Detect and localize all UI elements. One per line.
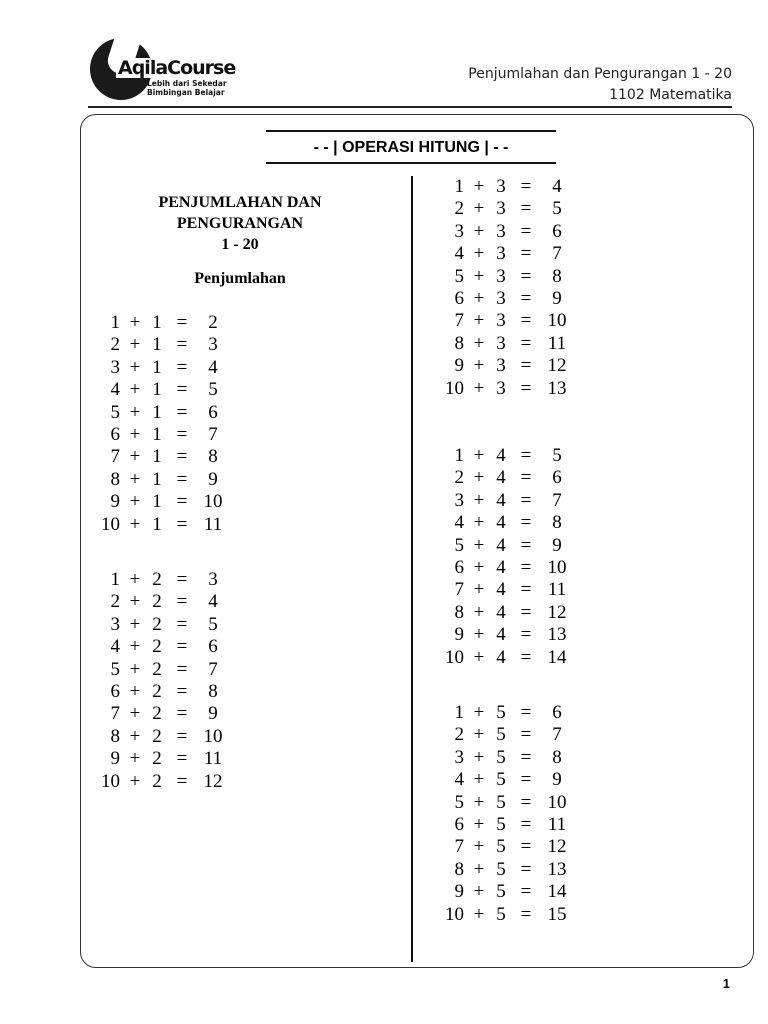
operand-a: 8 <box>110 725 120 747</box>
equals-sign: = <box>520 556 532 578</box>
operand-b: 2 <box>152 703 162 725</box>
operand-a: 3 <box>454 489 464 511</box>
page-number: 1 <box>722 976 730 991</box>
plus-sign: + <box>129 748 141 770</box>
operand-a: 3 <box>454 220 464 242</box>
operand-b: 5 <box>496 813 506 835</box>
equals-sign: = <box>520 265 532 287</box>
result: 9 <box>552 287 562 309</box>
plus-sign: + <box>473 556 485 578</box>
operand-a: 6 <box>110 423 120 445</box>
equals-sign: = <box>520 287 532 309</box>
plus-sign: + <box>473 702 485 723</box>
result: 9 <box>208 703 218 725</box>
operand-b: 5 <box>496 769 506 791</box>
equals-sign: = <box>520 791 532 813</box>
operand-a: 1 <box>110 569 120 590</box>
operand-b: 5 <box>496 881 506 903</box>
plus-sign: + <box>129 658 141 680</box>
plus-sign: + <box>129 591 141 613</box>
result: 11 <box>203 748 223 770</box>
operand-b: 3 <box>496 243 506 265</box>
equals-sign: = <box>520 903 532 925</box>
result: 15 <box>547 903 567 925</box>
operand-a: 9 <box>454 881 464 903</box>
operand-a: 2 <box>454 724 464 746</box>
result: 5 <box>208 613 218 635</box>
result: 12 <box>547 836 567 858</box>
operand-a: 4 <box>454 769 464 791</box>
result: 14 <box>547 881 567 903</box>
equals-sign: = <box>176 569 188 590</box>
plus-sign: + <box>473 579 485 601</box>
result: 10 <box>203 725 223 747</box>
result: 13 <box>547 377 567 399</box>
equals-sign: = <box>176 513 188 535</box>
page-heading-line-2: PENGURANGAN <box>176 215 304 232</box>
plus-sign: + <box>129 770 141 792</box>
result: 8 <box>208 446 218 468</box>
operand-a: 8 <box>110 468 120 490</box>
result: 7 <box>552 243 562 265</box>
plus-sign: + <box>473 512 485 534</box>
plus-sign: + <box>473 791 485 813</box>
page-heading-line-3: 1 - 20 <box>221 236 259 253</box>
plus-sign: + <box>473 769 485 791</box>
plus-sign: + <box>473 646 485 668</box>
equals-sign: = <box>520 769 532 791</box>
result: 4 <box>208 591 218 613</box>
operand-b: 4 <box>496 601 506 623</box>
operand-a: 8 <box>454 332 464 354</box>
operand-b: 2 <box>152 658 162 680</box>
plus-sign: + <box>473 489 485 511</box>
operand-b: 1 <box>152 446 162 468</box>
result: 8 <box>552 512 562 534</box>
equals-sign: = <box>520 579 532 601</box>
plus-sign: + <box>129 312 141 333</box>
equals-sign: = <box>176 446 188 468</box>
operand-b: 2 <box>152 725 162 747</box>
plus-sign: + <box>129 725 141 747</box>
equals-sign: = <box>176 725 188 747</box>
operand-a: 9 <box>110 491 120 513</box>
result: 10 <box>203 491 223 513</box>
operand-a: 10 <box>445 903 464 925</box>
result: 11 <box>203 513 223 535</box>
operand-b: 3 <box>496 332 506 354</box>
result: 6 <box>208 401 218 423</box>
operand-a: 8 <box>454 601 464 623</box>
operand-a: 5 <box>110 658 120 680</box>
plus-sign: + <box>473 601 485 623</box>
operand-b: 1 <box>152 334 162 356</box>
equals-sign: = <box>176 312 188 333</box>
plus-sign: + <box>473 243 485 265</box>
operand-a: 4 <box>454 243 464 265</box>
plus-sign: + <box>129 356 141 378</box>
plus-sign: + <box>473 355 485 377</box>
equals-sign: = <box>520 467 532 489</box>
operand-a: 3 <box>454 746 464 768</box>
operand-b: 2 <box>152 636 162 658</box>
operand-b: 2 <box>152 591 162 613</box>
operand-b: 3 <box>496 265 506 287</box>
section-title-box: - - | OPERASI HITUNG | - - <box>266 130 556 164</box>
plus-sign: + <box>473 445 485 466</box>
result: 3 <box>208 569 218 590</box>
operand-a: 2 <box>110 591 120 613</box>
equals-sign: = <box>520 724 532 746</box>
operand-a: 6 <box>454 813 464 835</box>
result: 8 <box>552 746 562 768</box>
operand-a: 1 <box>454 176 464 197</box>
plus-sign: + <box>129 423 141 445</box>
header-title-line-2: 1102 Matematika <box>609 87 732 103</box>
result: 6 <box>552 702 562 723</box>
plus-sign: + <box>473 265 485 287</box>
header-rule <box>88 106 732 108</box>
equals-sign: = <box>520 601 532 623</box>
equals-sign: = <box>176 491 188 513</box>
result: 11 <box>547 579 567 601</box>
equals-sign: = <box>520 858 532 880</box>
page-heading <box>120 192 360 255</box>
operand-a: 4 <box>110 636 120 658</box>
equals-sign: = <box>176 636 188 658</box>
operand-b: 1 <box>152 513 162 535</box>
operand-a: 7 <box>454 836 464 858</box>
operand-a: 7 <box>454 579 464 601</box>
operand-b: 5 <box>496 791 506 813</box>
operand-b: 3 <box>496 198 506 220</box>
operand-b: 3 <box>496 310 506 332</box>
operand-a: 6 <box>454 556 464 578</box>
logo-tagline <box>147 79 227 97</box>
result: 9 <box>552 769 562 791</box>
plus-sign: + <box>129 569 141 590</box>
plus-sign: + <box>129 613 141 635</box>
column-divider <box>411 176 413 962</box>
result: 12 <box>547 601 567 623</box>
operand-b: 1 <box>152 401 162 423</box>
equals-sign: = <box>520 512 532 534</box>
result: 4 <box>208 356 218 378</box>
operand-a: 10 <box>101 513 120 535</box>
result: 11 <box>547 332 567 354</box>
equals-sign: = <box>520 813 532 835</box>
equals-sign: = <box>176 401 188 423</box>
result: 2 <box>208 312 218 333</box>
operand-a: 6 <box>454 287 464 309</box>
operand-b: 4 <box>496 445 506 466</box>
result: 7 <box>552 489 562 511</box>
equals-sign: = <box>520 836 532 858</box>
plus-sign: + <box>473 310 485 332</box>
operand-a: 10 <box>445 646 464 668</box>
operand-b: 1 <box>152 379 162 401</box>
result: 10 <box>547 556 567 578</box>
equals-sign: = <box>520 243 532 265</box>
equals-sign: = <box>520 355 532 377</box>
plus-sign: + <box>129 491 141 513</box>
result: 8 <box>552 265 562 287</box>
operand-b: 5 <box>496 858 506 880</box>
equals-sign: = <box>176 703 188 725</box>
operand-b: 2 <box>152 748 162 770</box>
operand-a: 7 <box>454 310 464 332</box>
equals-sign: = <box>176 334 188 356</box>
operand-a: 10 <box>101 770 120 792</box>
result: 13 <box>547 858 567 880</box>
equals-sign: = <box>520 445 532 466</box>
result: 12 <box>203 770 223 792</box>
result: 10 <box>547 791 567 813</box>
plus-sign: + <box>473 881 485 903</box>
result: 4 <box>552 176 562 197</box>
plus-sign: + <box>473 176 485 197</box>
result: 7 <box>208 423 218 445</box>
operand-b: 4 <box>496 534 506 556</box>
operand-b: 3 <box>496 220 506 242</box>
plus-sign: + <box>129 636 141 658</box>
operand-a: 1 <box>110 312 120 333</box>
equals-sign: = <box>176 591 188 613</box>
operand-b: 2 <box>152 613 162 635</box>
operand-b: 1 <box>152 468 162 490</box>
operand-a: 3 <box>110 356 120 378</box>
result: 9 <box>552 534 562 556</box>
result: 5 <box>552 198 562 220</box>
plus-sign: + <box>473 198 485 220</box>
plus-sign: + <box>473 903 485 925</box>
equals-sign: = <box>520 702 532 723</box>
operand-a: 2 <box>110 334 120 356</box>
equals-sign: = <box>520 220 532 242</box>
operand-b: 3 <box>496 176 506 197</box>
result: 7 <box>208 658 218 680</box>
operand-a: 5 <box>454 791 464 813</box>
logo-tagline-line-2: Bimbingan Belajar <box>147 88 225 97</box>
plus-sign: + <box>473 220 485 242</box>
equals-sign: = <box>520 646 532 668</box>
operand-b: 4 <box>496 579 506 601</box>
logo-tagline-line-1: Lebih dari Sekedar <box>147 79 227 88</box>
operand-a: 7 <box>110 703 120 725</box>
equals-sign: = <box>176 468 188 490</box>
equals-sign: = <box>520 534 532 556</box>
operand-a: 5 <box>110 401 120 423</box>
plus-sign: + <box>473 467 485 489</box>
aqilacourse-logo <box>90 38 235 108</box>
equals-sign: = <box>520 198 532 220</box>
operand-a: 4 <box>110 379 120 401</box>
operand-b: 2 <box>152 680 162 702</box>
operand-b: 4 <box>496 646 506 668</box>
operand-b: 5 <box>496 746 506 768</box>
operand-b: 5 <box>496 724 506 746</box>
result: 6 <box>552 220 562 242</box>
plus-sign: + <box>129 401 141 423</box>
equals-sign: = <box>520 624 532 646</box>
operand-b: 4 <box>496 512 506 534</box>
operand-a: 9 <box>110 748 120 770</box>
plus-sign: + <box>473 724 485 746</box>
result: 9 <box>208 468 218 490</box>
operand-a: 6 <box>110 680 120 702</box>
equals-sign: = <box>520 332 532 354</box>
result: 14 <box>547 646 567 668</box>
operand-a: 10 <box>445 377 464 399</box>
logo-name: AqilaCourse <box>118 57 236 79</box>
equals-sign: = <box>176 658 188 680</box>
operand-a: 3 <box>110 613 120 635</box>
operand-b: 5 <box>496 903 506 925</box>
operand-a: 2 <box>454 467 464 489</box>
equals-sign: = <box>176 770 188 792</box>
equals-sign: = <box>520 881 532 903</box>
operand-b: 2 <box>152 770 162 792</box>
operand-b: 3 <box>496 287 506 309</box>
operand-b: 4 <box>496 489 506 511</box>
plus-sign: + <box>129 513 141 535</box>
equals-sign: = <box>176 356 188 378</box>
operand-b: 1 <box>152 356 162 378</box>
operand-a: 4 <box>454 512 464 534</box>
plus-sign: + <box>129 468 141 490</box>
result: 11 <box>547 813 567 835</box>
plus-sign: + <box>129 379 141 401</box>
operand-b: 4 <box>496 624 506 646</box>
operand-b: 1 <box>152 312 162 333</box>
equals-sign: = <box>176 379 188 401</box>
operand-b: 3 <box>496 377 506 399</box>
plus-sign: + <box>473 624 485 646</box>
plus-sign: + <box>473 746 485 768</box>
result: 5 <box>208 379 218 401</box>
plus-sign: + <box>129 703 141 725</box>
equals-sign: = <box>176 680 188 702</box>
operand-b: 4 <box>496 556 506 578</box>
plus-sign: + <box>473 858 485 880</box>
equals-sign: = <box>520 746 532 768</box>
result: 8 <box>208 680 218 702</box>
operand-a: 8 <box>454 858 464 880</box>
operand-a: 5 <box>454 534 464 556</box>
equals-sign: = <box>520 489 532 511</box>
operand-a: 7 <box>110 446 120 468</box>
result: 7 <box>552 724 562 746</box>
plus-sign: + <box>473 332 485 354</box>
header-title <box>468 64 732 106</box>
operand-b: 4 <box>496 467 506 489</box>
operand-b: 3 <box>496 355 506 377</box>
plus-sign: + <box>129 446 141 468</box>
result: 6 <box>552 467 562 489</box>
result: 3 <box>208 334 218 356</box>
operand-b: 5 <box>496 702 506 723</box>
page-heading-line-1: PENJUMLAHAN DAN <box>158 194 322 211</box>
result: 13 <box>547 624 567 646</box>
operand-b: 2 <box>152 569 162 590</box>
operand-b: 1 <box>152 491 162 513</box>
plus-sign: + <box>129 334 141 356</box>
equals-sign: = <box>520 377 532 399</box>
plus-sign: + <box>473 287 485 309</box>
plus-sign: + <box>473 377 485 399</box>
equals-sign: = <box>176 613 188 635</box>
operand-b: 5 <box>496 836 506 858</box>
result: 6 <box>208 636 218 658</box>
equals-sign: = <box>520 176 532 197</box>
plus-sign: + <box>129 680 141 702</box>
result: 12 <box>547 355 567 377</box>
operand-a: 1 <box>454 702 464 723</box>
equals-sign: = <box>520 310 532 332</box>
result: 5 <box>552 445 562 466</box>
plus-sign: + <box>473 836 485 858</box>
result: 10 <box>547 310 567 332</box>
plus-sign: + <box>473 813 485 835</box>
operand-a: 5 <box>454 265 464 287</box>
section-subheading: Penjumlahan <box>194 270 286 287</box>
header-title-line-1: Penjumlahan dan Pengurangan 1 - 20 <box>468 66 732 82</box>
operand-a: 2 <box>454 198 464 220</box>
operand-a: 9 <box>454 355 464 377</box>
plus-sign: + <box>473 534 485 556</box>
operand-a: 1 <box>454 445 464 466</box>
equals-sign: = <box>176 423 188 445</box>
operand-b: 1 <box>152 423 162 445</box>
equals-sign: = <box>176 748 188 770</box>
operand-a: 9 <box>454 624 464 646</box>
